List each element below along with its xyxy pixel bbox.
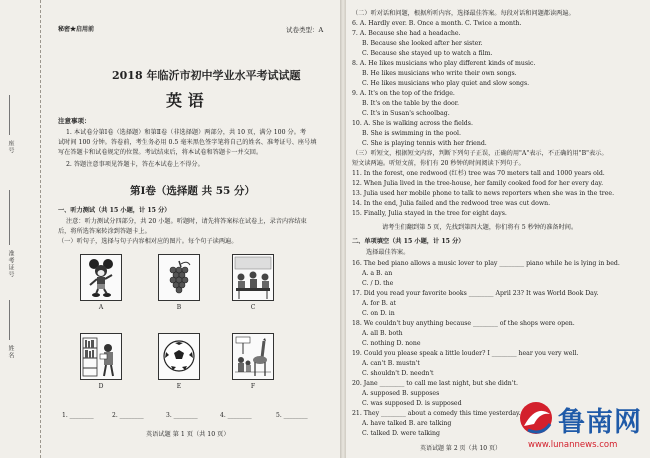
blank-number: 5. xyxy=(276,412,282,419)
exam-title: 2018 年临沂市初中学业水平考试试题 xyxy=(112,69,301,82)
question-line: B. Because she looked after her sister. xyxy=(362,40,483,47)
question-line: 15. Finally, Julia stayed in the tree for eight days. xyxy=(352,210,507,217)
option-line: C. nothing D. none xyxy=(362,340,421,347)
question-line: 14. In the end, Julia failed and the redwood tree was cut down. xyxy=(352,200,551,207)
note-line: 写在答题卡和试卷规定的位置。考试结束后，将本试卷和答题卡一并交回。 xyxy=(58,149,263,156)
question-line: （三）听短文，根据短文内容，判断下列句子正误，正确的用"A"表示，不正确的用"B"表示。 xyxy=(352,150,608,157)
paper-type: 试卷类型：A xyxy=(286,26,324,34)
lunan-news-watermark xyxy=(516,396,644,456)
question-line: C. She is playing tennis with her friend. xyxy=(362,140,487,147)
option-line: A. have talked B. are talking xyxy=(362,420,452,427)
section-title: 二、单项填空（共 15 小题，计 15 分） xyxy=(352,238,465,245)
seat-number-label: 座号 xyxy=(7,140,14,154)
option-line: C. was supposed D. is supposed xyxy=(362,400,462,407)
note-line: 1. 本试卷分第Ⅰ卷（选择题）和第Ⅱ卷（非选择题）两部分，共 10 页，满分 100 分。考 xyxy=(66,129,307,136)
option-line: A. can't B. mustn't xyxy=(362,360,420,367)
binding-line xyxy=(9,300,10,340)
listening-note: 注意：听力测试分四部分，共 20 小题。听题时，请先将答案标在试卷上，录音内容结束 xyxy=(66,218,307,225)
picture-a xyxy=(80,254,122,301)
family-dinner-icon xyxy=(233,255,273,300)
question-line: 17. Did you read your favorite books ________ April 23? It was World Book Day. xyxy=(352,290,599,297)
picture-c xyxy=(232,254,274,301)
listening-note: 后，将所选答案转涂到答题卡上。 xyxy=(58,228,151,235)
part-one-title: 第Ⅰ卷（选择题 共 55 分） xyxy=(130,185,255,197)
listening-subsection: （一）听句子，选择与句子内容相对应的图片。每个句子读两遍。 xyxy=(58,238,238,245)
note-line: 试时间 100 分钟。答卷前，考生务必用 0.5 毫米黑色签字笔将自己的姓名、准考证号、座号填 xyxy=(58,139,317,146)
binding-line xyxy=(9,190,10,245)
answer-blank: 5. ________ xyxy=(276,412,308,419)
picture-label: E xyxy=(176,383,182,390)
blank-number: 2. xyxy=(112,412,118,419)
page-footer: 英语试题 第 2 页（共 10 页） xyxy=(420,445,501,452)
question-line: 9. A. It's on the top of the fridge. xyxy=(352,90,455,97)
mickey-mouse-icon xyxy=(81,255,121,300)
brand-name: 鲁南网 xyxy=(558,407,642,438)
listening-section-title: 一、听力测试（共 15 小题，计 15 分） xyxy=(58,207,171,214)
picture-label: F xyxy=(250,383,256,390)
instruction-line: 请考生们翻到第 5 页，先找到第四大题，你们将有 5 秒钟的准备时间。 xyxy=(382,224,578,231)
blank-number: 1. xyxy=(62,412,68,419)
brand-url: www.lunannews.com xyxy=(528,440,618,450)
question-line: 12. When Julia lived in the tree-house, her family cooked food for her every day. xyxy=(352,180,604,187)
page-footer: 英语试题 第 1 页（共 10 页） xyxy=(146,431,230,438)
reading-at-bookshelf-icon xyxy=(81,334,121,379)
question-line: 20. Jane ________ to call me last night, but she didn't. xyxy=(352,380,518,387)
option-line: A. for B. at xyxy=(362,300,396,307)
answer-blank: 4. ________ xyxy=(220,412,252,419)
question-line: 19. Could you please speak a little louder? I ________ hear you very well. xyxy=(352,350,579,357)
soccer-ball-icon xyxy=(159,334,199,379)
question-line: （二）听对话和问题，根据所听内容，选择最佳答案。每段对话和问题都读两遍。 xyxy=(352,10,575,17)
option-line: C. talked D. were talking xyxy=(362,430,440,437)
question-line: 11. In the forest, one redwood (红杉) tree was 70 meters tall and 1000 years old. xyxy=(352,170,605,177)
secret-label: 秘密★启用前 xyxy=(58,26,95,33)
binding-line xyxy=(9,95,10,135)
question-line: B. He likes musicians who write their own songs. xyxy=(362,70,517,77)
page-fold xyxy=(340,0,346,458)
admission-number-label: 准考证号 xyxy=(7,250,14,278)
question-line: C. He likes musicians who play quiet and slow songs. xyxy=(362,80,530,87)
answer-blank: 2. ________ xyxy=(112,412,144,419)
grapes-icon xyxy=(159,255,199,300)
question-line: 18. We couldn't buy anything because ________ of the shops were open. xyxy=(352,320,575,327)
blank-number: 3. xyxy=(166,412,172,419)
question-line: B. She is swimming in the pool. xyxy=(362,130,461,137)
option-line: C. / D. the xyxy=(362,280,394,287)
instruction-line: 选择最佳答案。 xyxy=(366,249,410,256)
question-line: C. Because she stayed up to watch a film. xyxy=(362,50,493,57)
question-line: C. It's in Susan's schoolbag. xyxy=(362,110,450,117)
question-line: 8. A. He likes musicians who play different kinds of music. xyxy=(352,60,536,67)
question-line: B. It's on the table by the door. xyxy=(362,100,459,107)
option-line: C. shouldn't D. needn't xyxy=(362,370,434,377)
picture-e xyxy=(158,333,200,380)
option-line: A. a B. an xyxy=(362,270,393,277)
question-line: 13. Julia used her mobile phone to talk to news reporters when she was in the tree. xyxy=(352,190,615,197)
picture-label: B xyxy=(176,304,182,311)
question-line: 7. A. Because she had a headache. xyxy=(352,30,461,37)
picture-label: C xyxy=(250,304,256,311)
question-line: 10. A. She is walking across the fields. xyxy=(352,120,473,127)
answer-blank: 1. ________ xyxy=(62,412,94,419)
picture-f xyxy=(232,333,274,380)
picture-b xyxy=(158,254,200,301)
question-line: 21. They ________ about a comedy this time yesterday. xyxy=(352,410,521,417)
notes-title: 注意事项： xyxy=(58,117,91,125)
picture-d xyxy=(80,333,122,380)
picture-label: D xyxy=(98,383,104,390)
question-line: 短文读两遍。听短文前，你们有 20 秒钟的时间阅读下列句子。 xyxy=(352,160,525,167)
note-line: 2. 答题注意事项见答题卡，答在本试卷上不得分。 xyxy=(66,161,204,168)
blank-number: 4. xyxy=(220,412,226,419)
option-line: C. on D. in xyxy=(362,310,395,317)
subject-title: 英 语 xyxy=(166,91,204,110)
option-line: A. all B. both xyxy=(362,330,403,337)
question-line: 16. The bed piano allows a music lover to play ________ piano while he is lying in bed. xyxy=(352,260,620,267)
picture-label: A xyxy=(98,304,104,311)
binding-margin xyxy=(0,0,41,458)
option-line: A. supposed B. supposes xyxy=(362,390,440,397)
name-label: 姓名 xyxy=(7,345,14,359)
zoo-giraffe-icon xyxy=(233,334,273,379)
question-line: 6. A. Hardly ever. B. Once a month. C. Twice a month. xyxy=(352,20,522,27)
answer-blank: 3. ________ xyxy=(166,412,198,419)
